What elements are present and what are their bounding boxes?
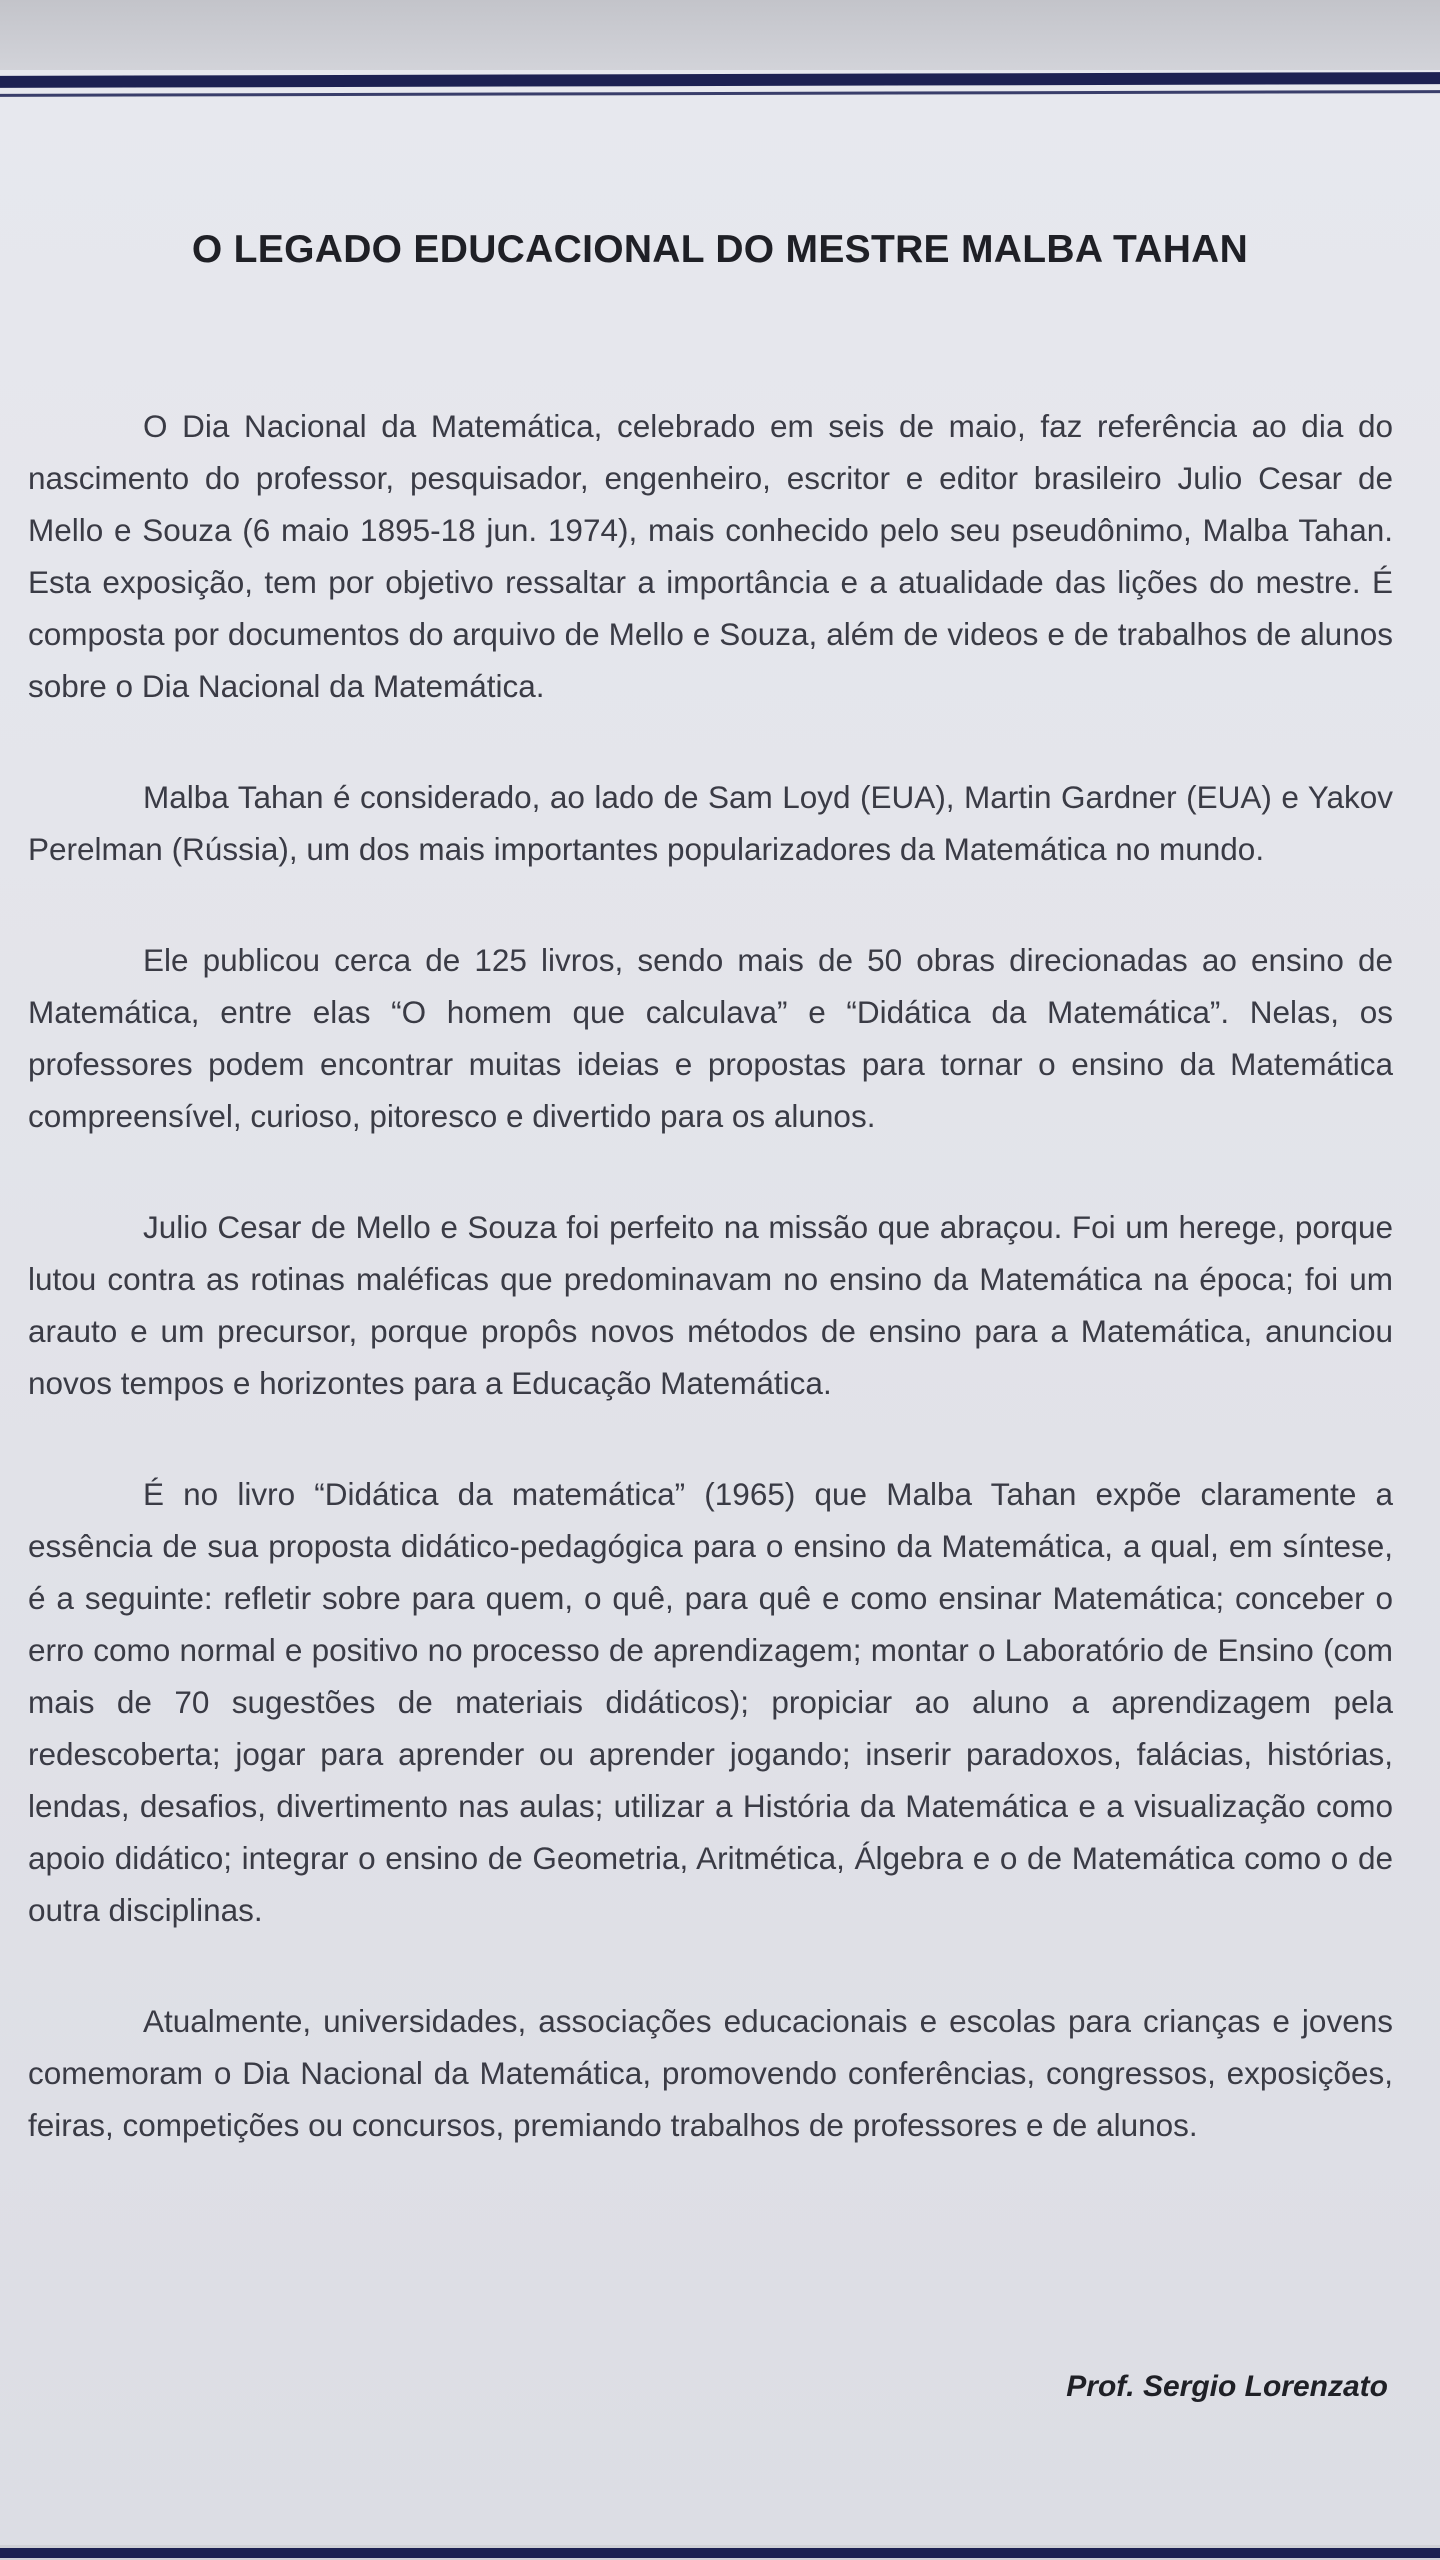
background-top-strip <box>0 0 1440 70</box>
paragraph-5: É no livro “Didática da matemática” (1965) que Malba Tahan expõe claramente a essência de sua proposta didático-pedagógica para o ensino da Matemática, a qual, em síntese, é a seguinte: refletir sobre para quem, o quê, para quê e como ensinar Matemática; conceber o erro como normal e positivo no processo de aprendizagem; montar o Laboratório de Ensino (com mais de 70 sugestões de materiais didáticos); propiciar ao aluno a aprendizagem pela redescoberta; jogar para aprender ou aprender jogando; inserir paradoxos, falácias, histórias, lendas, desafios, divertimento nas aulas; utilizar a História da Matemática e a visualização como apoio didático; integrar o ensino de Geometria, Aritmética, Álgebra e o de Matemática como o de outra disciplinas. <box>28 1476 1393 1928</box>
paragraph-6: Atualmente, universidades, associações educacionais e escolas para crianças e jovens comemoram o Dia Nacional da Matemática, promovendo conferências, congressos, exposições, feiras, competições ou concursos, premiando trabalhos de professores e de alunos. <box>28 2003 1393 2143</box>
author-signature: Prof. Sergio Lorenzato <box>1066 2370 1388 2403</box>
paragraph-4: Julio Cesar de Mello e Souza foi perfeito na missão que abraçou. Foi um herege, porque lutou contra as rotinas maléficas que predominavam no ensino da Matemática na época; foi um arauto e um precursor, porque propôs novos métodos de ensino para a Matemática, anunciou novos tempos e horizontes para a Educação Matemática. <box>28 1209 1393 1401</box>
bottom-border-rule <box>0 2548 1440 2558</box>
paragraph-1: O Dia Nacional da Matemática, celebrado em seis de maio, faz referência ao dia do nascimento do professor, pesquisador, engenheiro, escritor e editor brasileiro Julio Cesar de Mello e Souza (6 maio 1895-18 jun. 1974), mais conhecido pelo seu pseudônimo, Malba Tahan. Esta exposição, tem por objetivo ressaltar a importância e a atualidade das lições do mestre. É composta por documentos do arquivo de Mello e Souza, além de videos e de trabalhos de alunos sobre o Dia Nacional da Matemática. <box>28 408 1393 704</box>
paragraph-3: Ele publicou cerca de 125 livros, sendo mais de 50 obras direcionadas ao ensino de Matemática, entre elas “O homem que calculava” e “Didática da Matemática”. Nelas, os professores podem encontrar muitas ideias e propostas para tornar o ensino da Matemática compreensível, curioso, pitoresco e divertido para os alunos. <box>28 942 1393 1134</box>
document-body <box>28 400 1393 2210</box>
paragraph-2: Malba Tahan é considerado, ao lado de Sam Loyd (EUA), Martin Gardner (EUA) e Yakov Perelman (Rússia), um dos mais importantes popularizadores da Matemática no mundo. <box>28 779 1393 867</box>
document-title: O LEGADO EDUCACIONAL DO MESTRE MALBA TAHAN <box>191 228 1249 271</box>
